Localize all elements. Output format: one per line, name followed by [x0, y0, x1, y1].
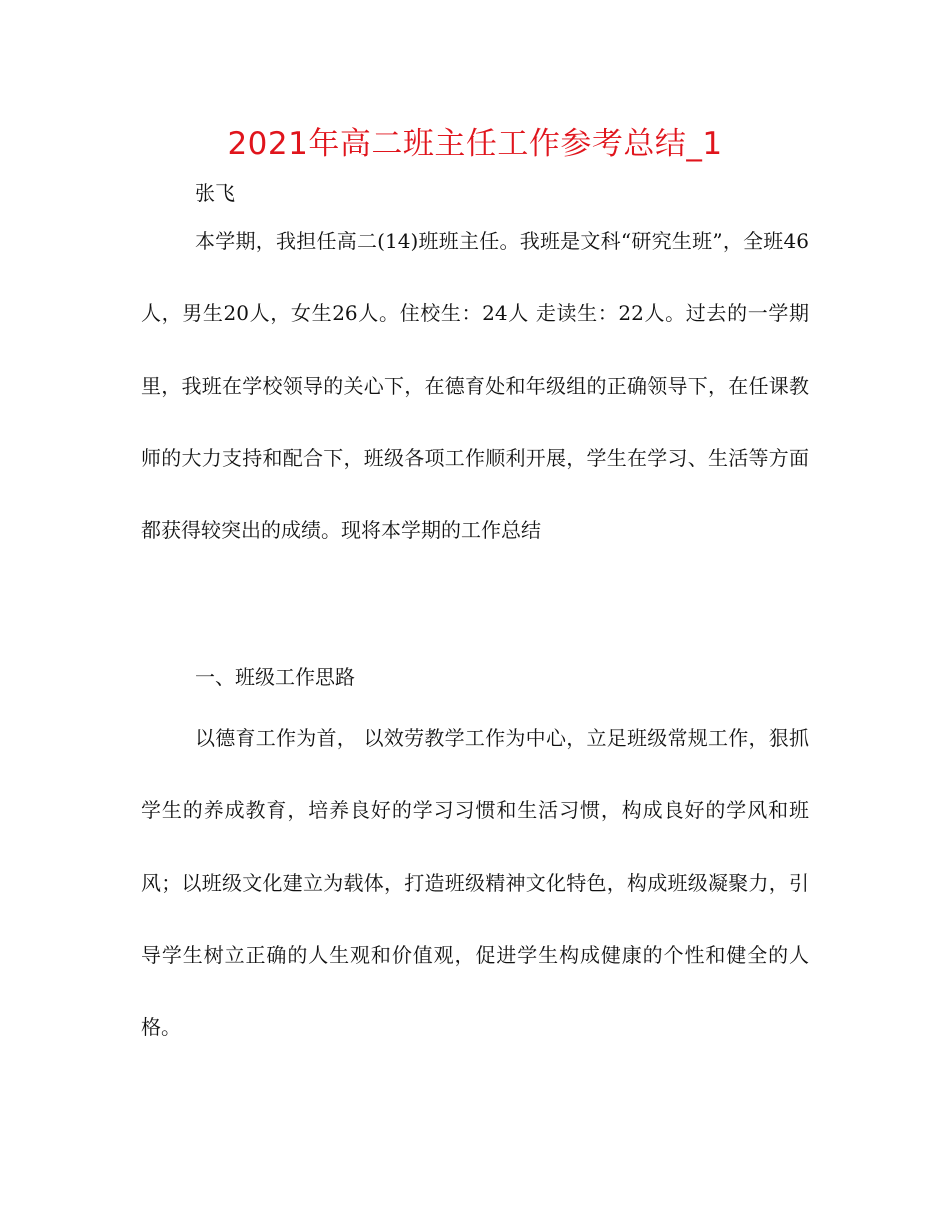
document-title: 2021年高二班主任工作参考总结_1 [227, 126, 723, 162]
author-name: 张飞 [195, 181, 235, 205]
intro-paragraph: 本学期，我担任高二(14)班班主任。我班是文科“研究生班”，全班46人，男生20人，女生26人。住校生：24人 走读生：22人。过去的一学期里，我班在学校领导的关心下，在德育处和年级组的正确领导下，在任课教师的大力支持和配合下，班级各项工作顺利开展，学生在学习、生活等方面都获得较突出的成绩。现将本学期的工作总结 [141, 229, 809, 543]
section-heading: 一、班级工作思路 [195, 665, 355, 689]
section-paragraph: 以德育工作为首， 以效劳教学工作为中心，立足班级常规工作，狠抓学生的养成教育，培养良好的学习习惯和生活习惯，构成良好的学风和班风；以班级文化建立为载体，打造班级精神文化特色，构成班级凝聚力，引导学生树立正确的人生观和价值观，促进学生构成健康的个性和健全的人格。 [141, 726, 809, 1040]
